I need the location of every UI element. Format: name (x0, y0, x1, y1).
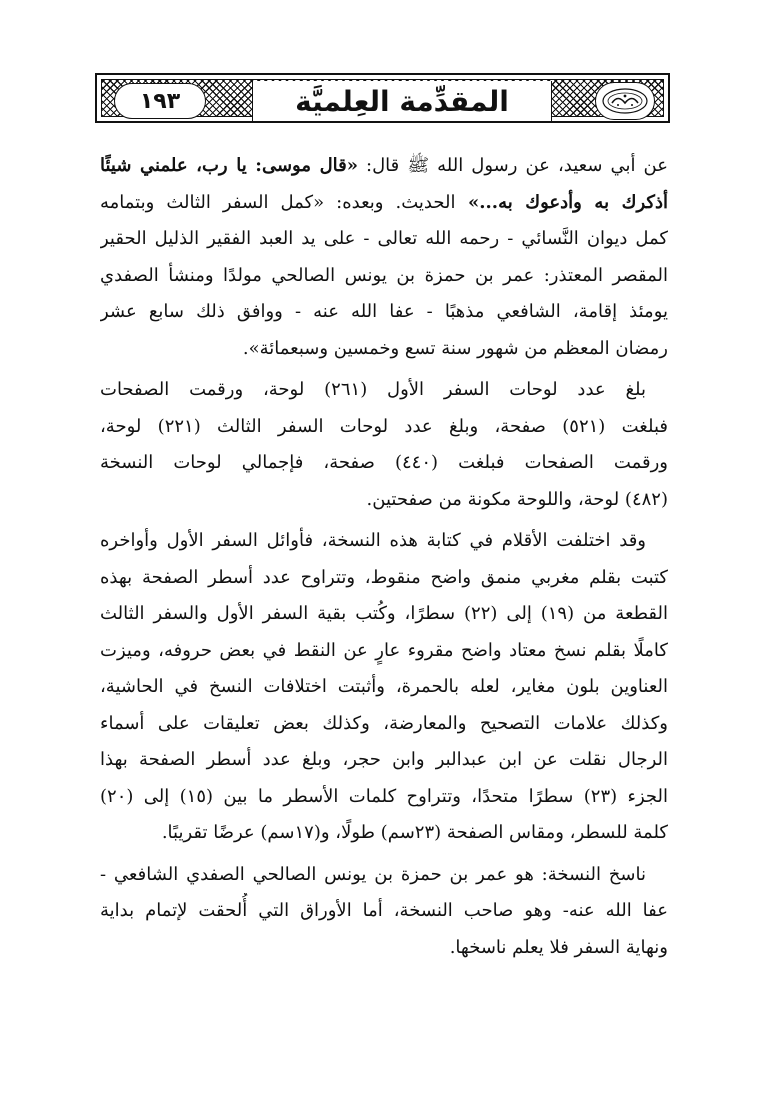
text-line (100, 742, 668, 779)
page-number: ١٩٣ (114, 83, 206, 119)
text-line (100, 815, 668, 852)
paragraph-p2 (100, 372, 668, 518)
text-line (100, 294, 668, 331)
text-line (100, 706, 668, 743)
text-segment: وقد اختلفت الأقلام في كتابة هذه النسخة، فأوائل السفر الأول وأواخره (100, 530, 646, 551)
body-text (100, 148, 668, 966)
text-line (100, 221, 668, 258)
text-segment: كتبت بقلم مغربي منمق واضح منقوط، وتتراوح عدد أسطر الصفحة بهذه (100, 566, 668, 588)
text-segment: ونهاية السفر فلا يعلم ناسخها. (449, 936, 668, 958)
text-line (100, 523, 668, 560)
text-segment: (٤٨٢) لوحة، واللوحة مكونة من صفحتين. (366, 488, 668, 510)
page-title: المقدِّمة العِلميَّة (252, 81, 552, 121)
paragraph-p4 (100, 857, 668, 967)
text-segment: عفا الله عنه- وهو صاحب النسخة، أما الأوراق التي أُلحقت لإتمام بداية (100, 900, 668, 921)
page-header (95, 73, 670, 123)
text-segment: ناسخ النسخة: هو عمر بن حمزة بن يونس الصالحي الصفدي الشافعي - (100, 863, 646, 885)
text-segment: كمل ديوان النَّسائي - رحمه الله تعالى - على يد العبد الفقير الذليل الحقير (100, 228, 668, 249)
text-segment: يومئذ إقامة، الشافعي مذهبًا - عفا الله عنه - ووافق ذلك سابع عشر (100, 301, 668, 322)
text-line (100, 893, 668, 930)
text-line (100, 148, 668, 185)
paragraph-p1 (100, 148, 668, 367)
header-ornament-band (101, 79, 664, 117)
text-line (100, 560, 668, 597)
text-segment: الرجال نقلت عن ابن عبدالبر وابن حجر، وبلغ عدد أسطر الصفحة بهذا (100, 749, 668, 770)
text-segment: القطعة من (١٩) إلى (٢٢) سطرًا، وكُتب بقية السفر الأول والسفر الثالث (100, 603, 668, 624)
text-segment: عن أبي سعيد، عن رسول الله ﷺ قال: (357, 155, 668, 176)
text-line (100, 857, 668, 894)
text-segment: المقصر المعتذر: عمر بن حمزة بن يونس الصالحي مولدًا ومنشأ الصفدي (100, 264, 668, 286)
text-segment: فبلغت (٥٢١) صفحة، وبلغ عدد لوحات السفر الثالث (٢٢١) لوحة، (100, 415, 668, 437)
text-segment: العناوين بلون مغاير، لعله بالحمرة، وأثبتت اختلافات النسخ في الحاشية، (100, 676, 668, 697)
paragraph-p3 (100, 523, 668, 852)
text-line (100, 482, 668, 519)
text-line (100, 633, 668, 670)
text-segment: ورقمت الصفحات فبلغت (٤٤٠) صفحة، فإجمالي لوحات النسخة (100, 452, 668, 473)
text-line (100, 409, 668, 446)
text-segment: وكذلك علامات التصحيح والمعارضة، وكذلك بعض تعليقات على أسماء (100, 712, 668, 734)
text-line (100, 331, 668, 368)
text-line (100, 258, 668, 295)
text-segment: الحديث. وبعده: «كمل السفر الثالث وبتمامه (100, 191, 456, 213)
text-line (100, 445, 668, 482)
hadith-quote: «قال موسى: يا رب، علمني شيئًا (100, 155, 358, 176)
text-line (100, 779, 668, 816)
text-segment: رمضان المعظم من شهور سنة تسع وخمسين وسبعمائة». (242, 337, 668, 359)
text-line (100, 185, 668, 222)
text-segment: كاملًا بقلم نسخ معتاد واضح مقروء عارٍ عن النقط في بعض حروفه، وميزت (100, 639, 668, 661)
seal-ornament-icon (600, 86, 650, 116)
text-line (100, 669, 668, 706)
publisher-seal-icon (595, 82, 655, 120)
hadith-quote: أذكرك به وأدعوك به...» (455, 191, 668, 213)
text-line (100, 596, 668, 633)
text-segment: الجزء (٢٣) سطرًا متحدًا، وتتراوح كلمات الأسطر ما بين (١٥) إلى (٢٠) (100, 785, 668, 807)
text-segment: بلغ عدد لوحات السفر الأول (٢٦١) لوحة، ورقمت الصفحات (100, 379, 646, 400)
text-segment: كلمة للسطر، ومقاس الصفحة (٢٣سم) طولًا، و(١٧سم) عرضًا تقريبًا. (161, 822, 668, 843)
text-line (100, 372, 668, 409)
text-line (100, 930, 668, 967)
